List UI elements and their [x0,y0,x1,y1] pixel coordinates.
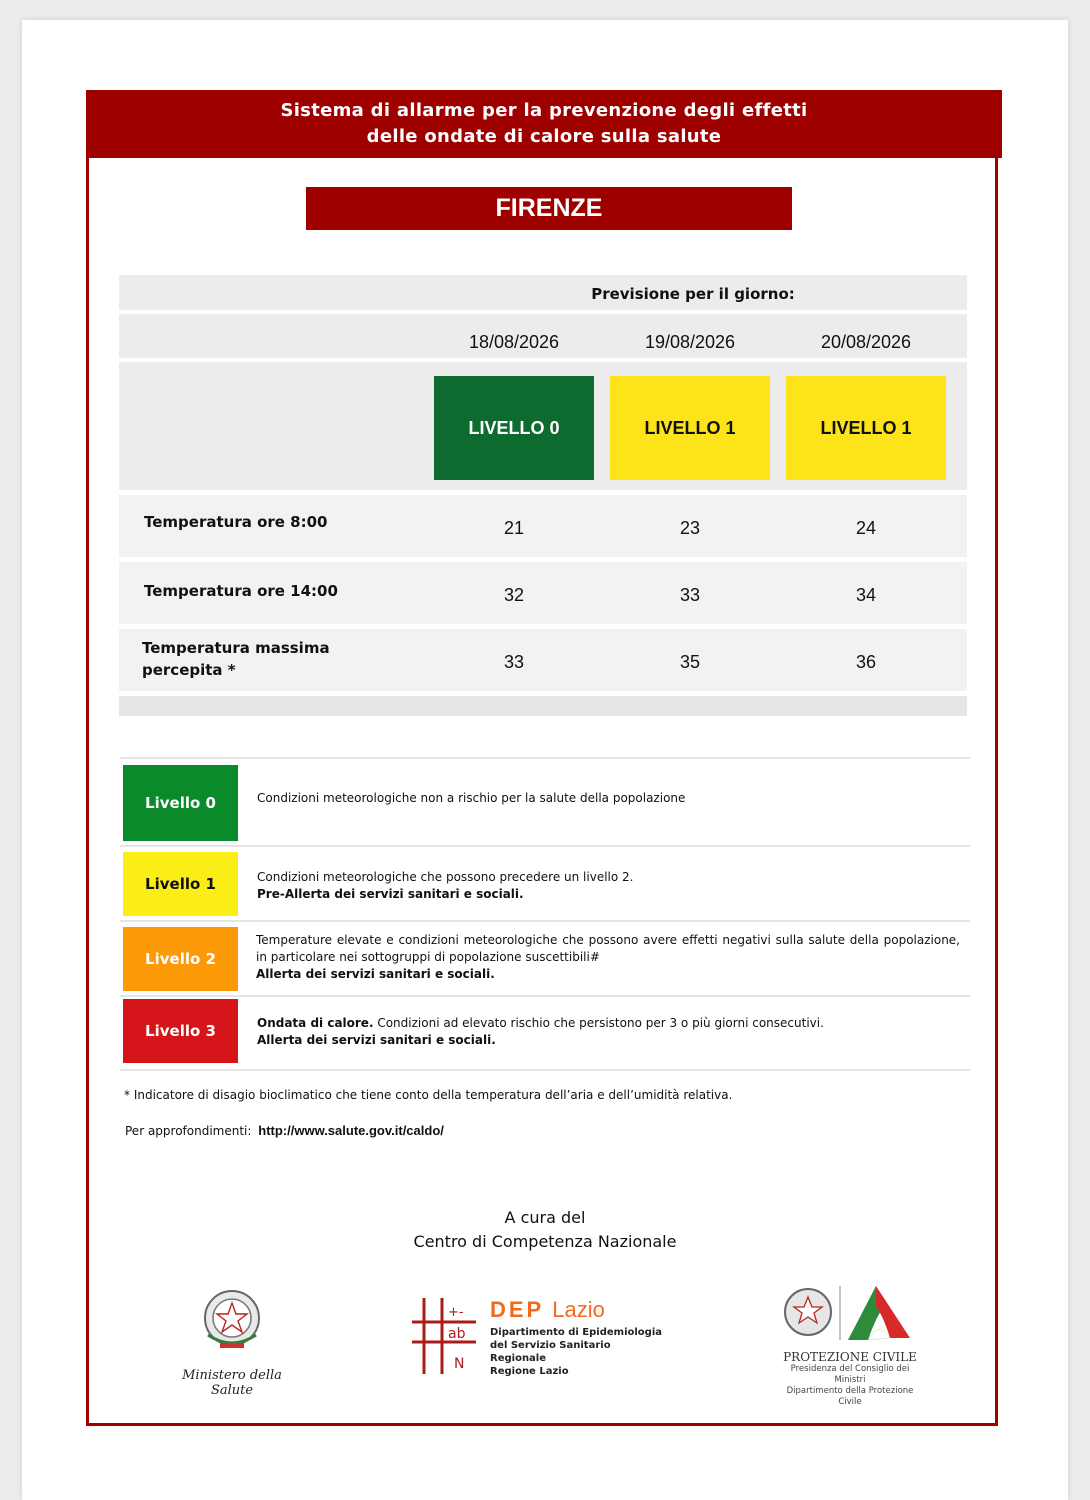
date-3: 20/08/2026 [820,332,912,352]
more-info-link[interactable]: http://www.salute.gov.it/caldo/ [258,1123,444,1138]
legend-divider [120,845,970,847]
temp-8-day-2: 23 [679,518,701,538]
temp-8-day-3: 24 [855,518,877,538]
temp-max-day-3: 36 [855,652,877,672]
legend-divider [120,920,970,922]
italian-emblem-icon [176,1285,288,1355]
curated-by-line-2: Centro di Competenza Nazionale [413,1232,677,1251]
legend-level-2-desc [256,932,960,983]
more-info-label: Per approfondimenti: [125,1124,252,1138]
level-badge-day-1: LIVELLO 0 [434,376,594,480]
temp-14-day-3: 34 [855,585,877,605]
dep-line-2: del Servizio Sanitario Regionale [490,1340,611,1364]
temp-max-day-1: 33 [503,652,525,672]
dates-row [119,314,967,358]
temp-8-day-1: 21 [503,518,525,538]
civil-protection-emblem-icon [780,1282,920,1344]
more-info [125,1123,444,1138]
legend-level-2-swatch: Livello 2 [123,927,238,991]
legend-level-3-swatch: Livello 3 [123,999,238,1063]
legend-level-0-text: Condizioni meteorologiche non a rischio per la salute della popolazione [257,791,686,805]
date-1: 18/08/2026 [468,332,560,352]
legend-level-3-text: Condizioni ad elevato rischio che persistono per 3 o più giorni consecutivi. [373,1016,824,1030]
city-title: FIRENZE [306,187,792,230]
levels-row [119,362,967,490]
dep-lazio-logo [410,1296,670,1378]
temp-max-label-line-2: percepita * [142,661,236,679]
temp-14-day-1: 32 [503,585,525,605]
date-2: 19/08/2026 [644,332,736,352]
legend-level-0-swatch: Livello 0 [123,765,238,841]
civil-protection-line-1: Presidenza del Consiglio dei Ministri [790,1364,910,1385]
legend-level-2-bold: Allerta dei servizi sanitari e sociali. [256,967,495,981]
temp-max-day-2: 35 [679,652,701,672]
header-line-1: Sistema di allarme per la prevenzione degli effetti [280,100,808,121]
dep-brand [490,1298,605,1322]
temp-8-row [119,495,967,557]
table-footer-bar [119,696,967,716]
temp-14-day-2: 33 [679,585,701,605]
temp-max-label-line-1: Temperatura massima [142,639,330,657]
ministry-caption: Ministero della Salute [182,1368,282,1398]
civil-protection-line-2: Dipartimento della Protezione Civile [786,1386,914,1407]
forecast-label: Previsione per il giorno: [591,285,795,303]
legend-level-1-desc [257,869,960,903]
legend-level-3-lead: Ondata di calore. [257,1016,374,1030]
temp-14-row [119,562,967,624]
civil-protection-title: PROTEZIONE CIVILE [783,1350,917,1364]
legend-level-1-text: Condizioni meteorologiche che possono precedere un livello 2. [257,870,634,884]
temp-max-row [119,629,967,691]
svg-text:ab: ab [448,1326,466,1342]
svg-text:N: N [454,1356,465,1372]
level-badge-day-3: LIVELLO 1 [786,376,946,480]
temp-max-label [142,637,330,681]
footnote: * Indicatore di disagio bioclimatico che tiene conto della temperatura dell’aria e dell’umidità relativa. [124,1088,733,1102]
legend-level-2-text: Temperature elevate e condizioni meteorologiche che possono avere effetti negativi sulla salute della popolazione, in particolare nei sottogruppi di popolazione suscettibili# [256,933,960,964]
civil-protection-logo [780,1282,920,1407]
temp-14-label: Temperatura ore 14:00 [144,582,338,600]
header-banner [86,90,1002,158]
svg-text:+-: +- [448,1305,464,1320]
dep-symbol-icon [410,1296,480,1378]
ministry-logo [176,1285,288,1398]
dep-brand-dep: DEP [490,1297,545,1322]
legend-divider [120,1069,970,1071]
curated-by-line-1: A cura del [504,1208,586,1227]
legend-divider [120,995,970,997]
header-line-2: delle ondate di calore sulla salute [366,126,722,147]
dep-line-3: Regione Lazio [490,1366,569,1377]
dep-brand-region: Lazio [552,1297,605,1322]
dep-line-1: Dipartimento di Epidemiologia [490,1327,663,1338]
legend-divider [120,757,970,759]
legend-level-3-bold: Allerta dei servizi sanitari e sociali. [257,1033,496,1047]
temp-8-label: Temperatura ore 8:00 [144,513,328,531]
dep-description [490,1326,670,1378]
legend-level-1-swatch: Livello 1 [123,852,238,916]
forecast-header-row [119,275,967,310]
legend-level-1-bold: Pre-Allerta dei servizi sanitari e sociali. [257,887,524,901]
legend-level-3-desc [257,1015,960,1049]
level-badge-day-2: LIVELLO 1 [610,376,770,480]
